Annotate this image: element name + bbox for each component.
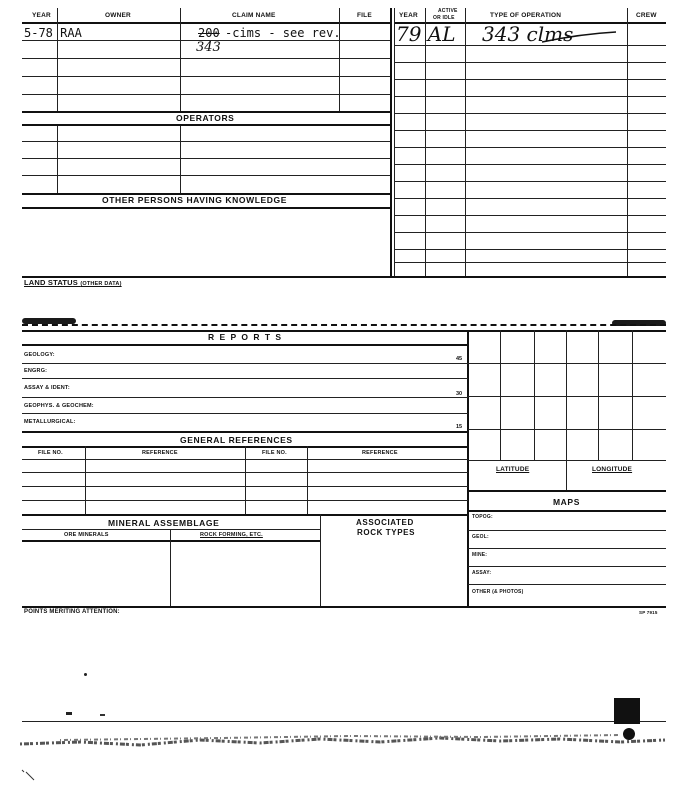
associated-rock-types-line2: ROCK TYPES [357,528,416,537]
scan-noise-band [20,728,670,754]
report-metallurgical-num: 15 [456,424,463,430]
maps-topog: TOPOG: [472,514,493,520]
scan-speck [84,673,87,676]
ref-reference-1: REFERENCE [142,450,178,456]
maps-other: OTHER (& PHOTOS) [472,589,524,595]
other-persons-title: OTHER PERSONS HAVING KNOWLEDGE [102,195,288,205]
header-active: ACTIVE [438,8,458,14]
general-references-title: GENERAL REFERENCES [180,435,293,445]
report-metallurgical: METALLURGICAL: [24,419,76,425]
report-assay: ASSAY & IDENT: [24,385,70,391]
points-meriting-attention: POINTS MERITING ATTENTION: [24,609,120,615]
form-number: SP 7915 [639,610,658,615]
ref-file-no-2: FILE NO. [262,450,287,456]
registration-mark [614,698,640,724]
header-file: FILE [357,12,372,19]
header-claim-name: CLAIM NAME [232,12,276,19]
report-engrg: ENGRG: [24,368,48,374]
ore-minerals-label: ORE MINERALS [64,532,109,538]
maps-mine: MINE: [472,552,488,558]
header-owner: OWNER [105,12,131,19]
header-type-of-operation: TYPE OF OPERATION [490,12,562,19]
associated-rock-types-line1: ASSOCIATED [356,518,414,527]
report-geology-num: 45 [456,356,463,362]
report-geology: GEOLOGY: [24,352,55,358]
maps-title: MAPS [553,497,580,507]
scan-speck [100,714,105,716]
header-year-right: YEAR [399,12,418,19]
entry-claim-text: -cims - see rev. [225,26,341,40]
latitude-label: LATITUDE [496,466,530,473]
report-geophys: GEOPHYS. & GEOCHEM: [24,403,94,409]
handwriting-underline [540,28,620,48]
maps-geol: GEOL: [472,534,489,540]
entry-struck-number: 200 [198,26,220,40]
entry-claim-correction: 343 [196,40,221,55]
maps-assay: ASSAY: [472,570,492,576]
operators-title: OPERATORS [176,113,235,123]
report-assay-num: 30 [456,391,463,397]
rock-forming-label: ROCK FORMING, ETC. [200,532,263,538]
entry-operation-text: 343 clms [482,22,574,46]
header-crew: CREW [636,12,657,19]
corner-mark [20,768,40,782]
ref-reference-2: REFERENCE [362,450,398,456]
entry-year-active: 79 AL [396,22,456,46]
header-or-idle: OR IDLE [433,15,455,21]
mineral-assemblage-title: MINERAL ASSEMBLAGE [108,518,220,528]
ref-file-no-1: FILE NO. [38,450,63,456]
land-status-title: LAND STATUS (OTHER DATA) [24,278,122,287]
scan-speck [66,712,72,715]
header-year: YEAR [32,12,51,19]
entry-year-owner: 5-78 RAA [24,26,82,40]
longitude-label: LONGITUDE [592,466,633,473]
reports-title: R E P O R T S [208,332,283,342]
